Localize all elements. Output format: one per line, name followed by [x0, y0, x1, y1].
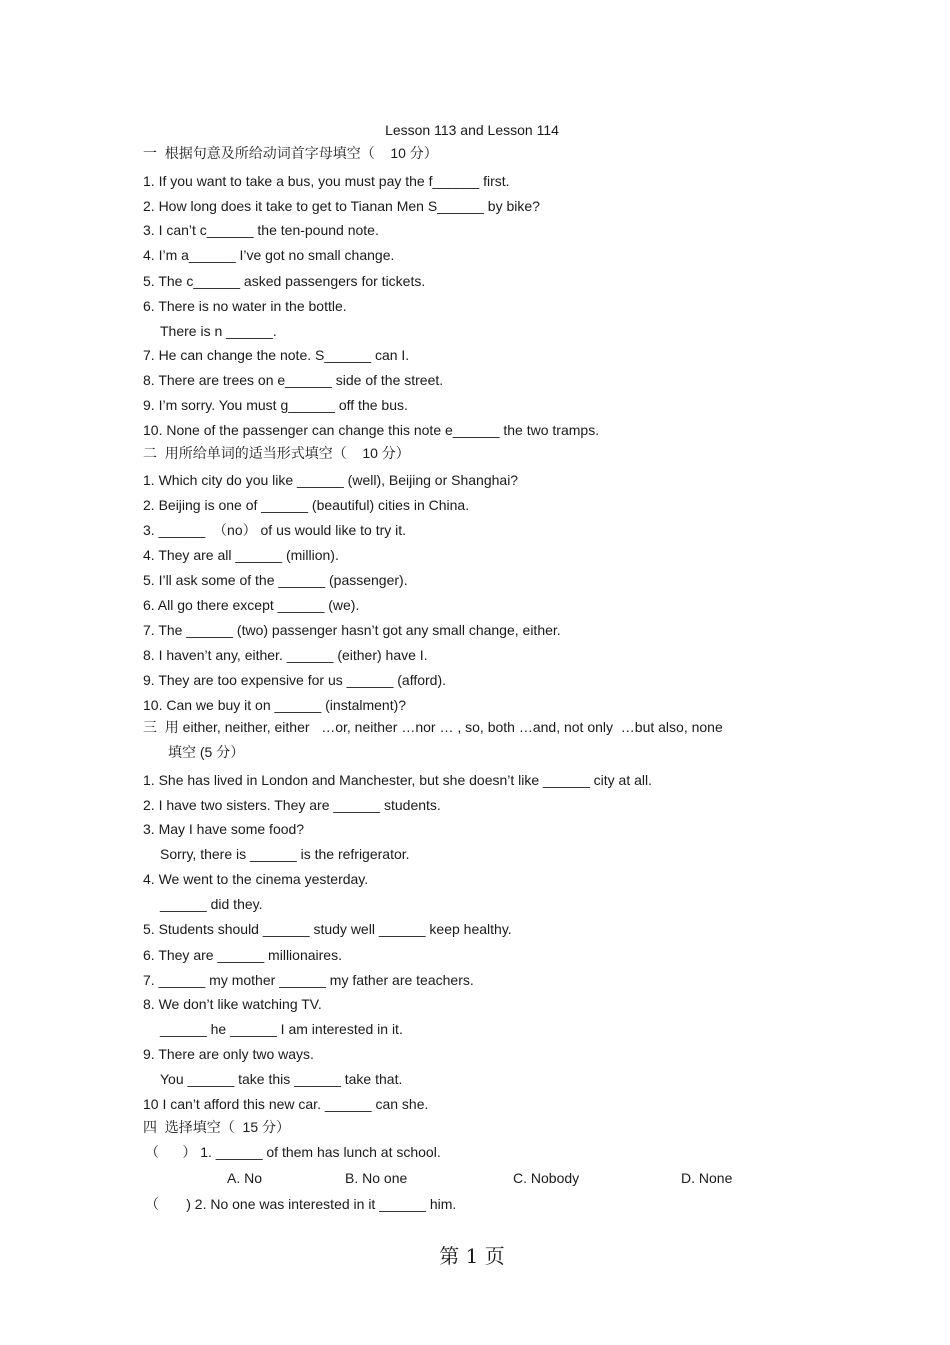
- list-item: 7. He can change the note. S______ can I.: [143, 347, 410, 363]
- section-2-heading: 二 用所给单词的适当形式填空（ 10 分）: [143, 445, 410, 461]
- list-item: 2. How long does it take to get to Tianan Men S______ by bike?: [143, 198, 540, 214]
- list-item: 3. I can’t c______ the ten-pound note.: [143, 222, 379, 238]
- list-item: 1. She has lived in London and Manchester, but she doesn’t like ______ city at all.: [143, 772, 653, 788]
- list-item: 10. None of the passenger can change this note e______ the two tramps.: [143, 422, 600, 438]
- list-item: 9. I’m sorry. You must g______ off the bus.: [143, 397, 408, 413]
- page-number: 第 1 页: [439, 1244, 505, 1268]
- list-item: You ______ take this ______ take that.: [160, 1071, 403, 1087]
- list-item: 9. There are only two ways.: [143, 1046, 314, 1062]
- list-item: There is n ______.: [160, 323, 277, 339]
- option-a: A. No: [227, 1170, 263, 1186]
- page-title: Lesson 113 and Lesson 114: [385, 122, 559, 138]
- question-2: （ ) 2. No one was interested in it ______ him.: [145, 1196, 457, 1212]
- list-item: Sorry, there is ______ is the refrigerator.: [160, 846, 410, 862]
- list-item: 5. I’ll ask some of the ______ (passenger).: [143, 572, 408, 588]
- list-item: 2. I have two sisters. They are ______ students.: [143, 797, 441, 813]
- list-item: 5. Students should ______ study well ______ keep healthy.: [143, 921, 512, 937]
- list-item: 1. If you want to take a bus, you must pay the f______ first.: [143, 173, 510, 189]
- list-item: 5. The c______ asked passengers for tickets.: [143, 273, 426, 289]
- section-3-heading: 三 用 either, neither, either …or, neither …nor … , so, both …and, not only …but also, none: [143, 719, 723, 735]
- list-item: 9. They are too expensive for us ______ (afford).: [143, 672, 447, 688]
- list-item: 8. We don’t like watching TV.: [143, 996, 322, 1012]
- list-item: 10. Can we buy it on ______ (instalment)?: [143, 697, 407, 713]
- list-item: 7. ______ my mother ______ my father are teachers.: [143, 972, 474, 988]
- list-item: 6. They are ______ millionaires.: [143, 947, 342, 963]
- list-item: 2. Beijing is one of ______ (beautiful) cities in China.: [143, 497, 470, 513]
- list-item: 8. I haven’t any, either. ______ (either) have I.: [143, 647, 428, 663]
- list-item: 3. May I have some food?: [143, 821, 305, 837]
- list-item: ______ he ______ I am interested in it.: [160, 1021, 403, 1037]
- list-item: 8. There are trees on e______ side of the street.: [143, 372, 444, 388]
- list-item: 1. Which city do you like ______ (well), Beijing or Shanghai?: [143, 472, 519, 488]
- list-item: 4. We went to the cinema yesterday.: [143, 871, 369, 887]
- list-item: 6. All go there except ______ (we).: [143, 597, 360, 613]
- list-item: 3. ______ （no） of us would like to try it.: [143, 522, 407, 538]
- list-item: 10 I can’t afford this new car. ______ can she.: [143, 1096, 429, 1112]
- question-1: （ ） 1. ______ of them has lunch at school.: [145, 1144, 441, 1160]
- option-b: B. No one: [345, 1170, 408, 1186]
- section-4-heading: 四 选择填空（ 15 分）: [143, 1119, 291, 1135]
- list-item: 4. I’m a______ I’ve got no small change.: [143, 247, 395, 263]
- section-1-heading: 一 根据句意及所给动词首字母填空（ 10 分）: [143, 145, 438, 161]
- list-item: 7. The ______ (two) passenger hasn’t got any small change, either.: [143, 622, 561, 638]
- list-item: ______ did they.: [160, 896, 263, 912]
- list-item: 6. There is no water in the bottle.: [143, 298, 347, 314]
- section-3-heading-continued: 填空 (5 分）: [168, 744, 245, 760]
- option-c: C. Nobody: [513, 1170, 580, 1186]
- list-item: 4. They are all ______ (million).: [143, 547, 339, 563]
- option-d: D. None: [681, 1170, 733, 1186]
